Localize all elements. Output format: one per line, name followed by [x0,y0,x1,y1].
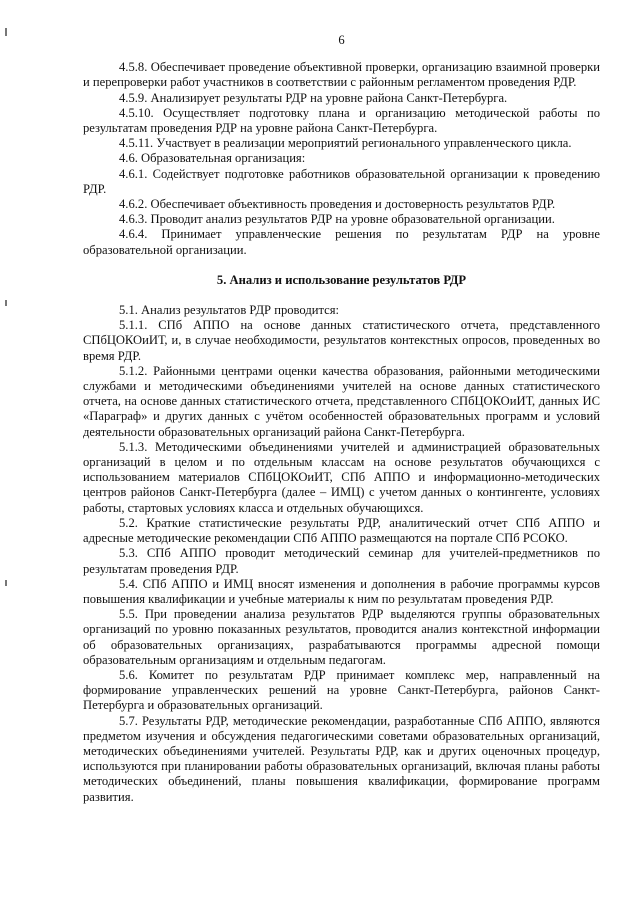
clause-5-4: 5.4. СПб АППО и ИМЦ вносят изменения и дополнения в рабочие программы курсов повышения квалификации и учебные материалы к ним по результатам проведения РДР. [83,576,600,606]
section-heading: 5. Анализ и использование результатов РДР [216,272,467,287]
clause-4-5-8: 4.5.8. Обеспечивает проведение объективной проверки, организацию взаимной проверки и перепроверки работ участников в соответствии с районным регламентом проведения РДР. [83,60,600,90]
clause-5-3: 5.3. СПб АППО проводит методический семинар для учителей-предметников по результатам проведения РДР. [83,546,600,576]
clause-4-6-2: 4.6.2. Обеспечивает объективность проведения и достоверность результатов РДР. [119,197,556,212]
clause-5-1-1: 5.1.1. СПб АППО на основе данных статистического отчета, представленного СПбЦОКОиИТ, и, в случае необходимости, результатов контекстных опросов, проведенных во время РДР. [83,318,600,363]
clause-4-6-1: 4.6.1. Содействует подготовке работников образовательной организации к проведению РДР. [83,166,600,196]
clause-5-5: 5.5. При проведении анализа результатов РДР выделяются группы образовательных организаций по уровню показанных результатов, проводится анализ контекстной информации об образовательных организациях, разрабатываются программы адресной помощи образовательным организациям и отдельным педагогам. [83,607,600,667]
clause-4-5-11: 4.5.11. Участвует в реализации мероприятий регионального управленческого цикла. [119,136,572,151]
clause-5-2: 5.2. Краткие статистические результаты РДР, аналитический отчет СПб АППО и адресные методические рекомендации СПб АППО размещаются на портале СПб РСОКО. [83,515,600,546]
scan-edge-mark [5,300,7,306]
clause-5-1-2: 5.1.2. Районными центрами оценки качества образования, районными методическими службами и методическими объединениями учителей на основе данных статистического отчета, на основе данных статистического отчета, представленного СПбЦОКОиИТ, данных ИС «Параграф» и других данных с учётом особенностей образовательных программ и условий деятельности образовательных организаций района Санкт-Петербурга. [83,363,600,439]
page-number: 6 [338,33,345,47]
clause-4-5-9: 4.5.9. Анализирует результаты РДР на уровне района Санкт-Петербурга. [119,90,508,105]
clause-5-7: 5.7. Результаты РДР, методические рекомендации, разработанные СПб АППО, являются предметом изучения и обсуждения педагогическими советами образовательных организаций, методических объединениями учителей. Результаты РДР, как и других оценочных процедур, используются при планировании работы образовательных организаций, включая планы работы методических объединений, планы повышения квалификации, формирование программ развития. [83,713,600,804]
scan-edge-mark [5,28,7,36]
clause-5-6: 5.6. Комитет по результатам РДР принимает комплекс мер, направленный на формирование управленческих решений на уровне Санкт-Петербурга, районов Санкт-Петербурга и образовательных организаций. [83,667,600,713]
clause-4-5-10: 4.5.10. Осуществляет подготовку плана и организацию методической работы по результатам проведения РДР на уровне района Санкт-Петербурга. [83,105,600,136]
scan-edge-mark [5,580,7,586]
clause-4-6: 4.6. Образовательная организация: [119,151,306,166]
clause-5-1-3: 5.1.3. Методическими объединениями учителей и администрацией образовательных организаций в целом и по отдельным классам на основе результатов обучающихся с использованием материалов СПбЦОКОиИТ, СПб АППО и информационно-методических центров районов Санкт-Петербурга (далее – ИМЦ) с учетом данных о контингенте, условиях работы, стартовых условиях класса и отдельных обучающихся. [83,439,600,515]
clause-4-6-4: 4.6.4. Принимает управленческие решения по результатам РДР на уровне образовательной организации. [83,227,600,257]
clause-5-1: 5.1. Анализ результатов РДР проводится: [119,303,340,318]
clause-4-6-3: 4.6.3. Проводит анализ результатов РДР на уровне образовательной организации. [119,212,555,227]
